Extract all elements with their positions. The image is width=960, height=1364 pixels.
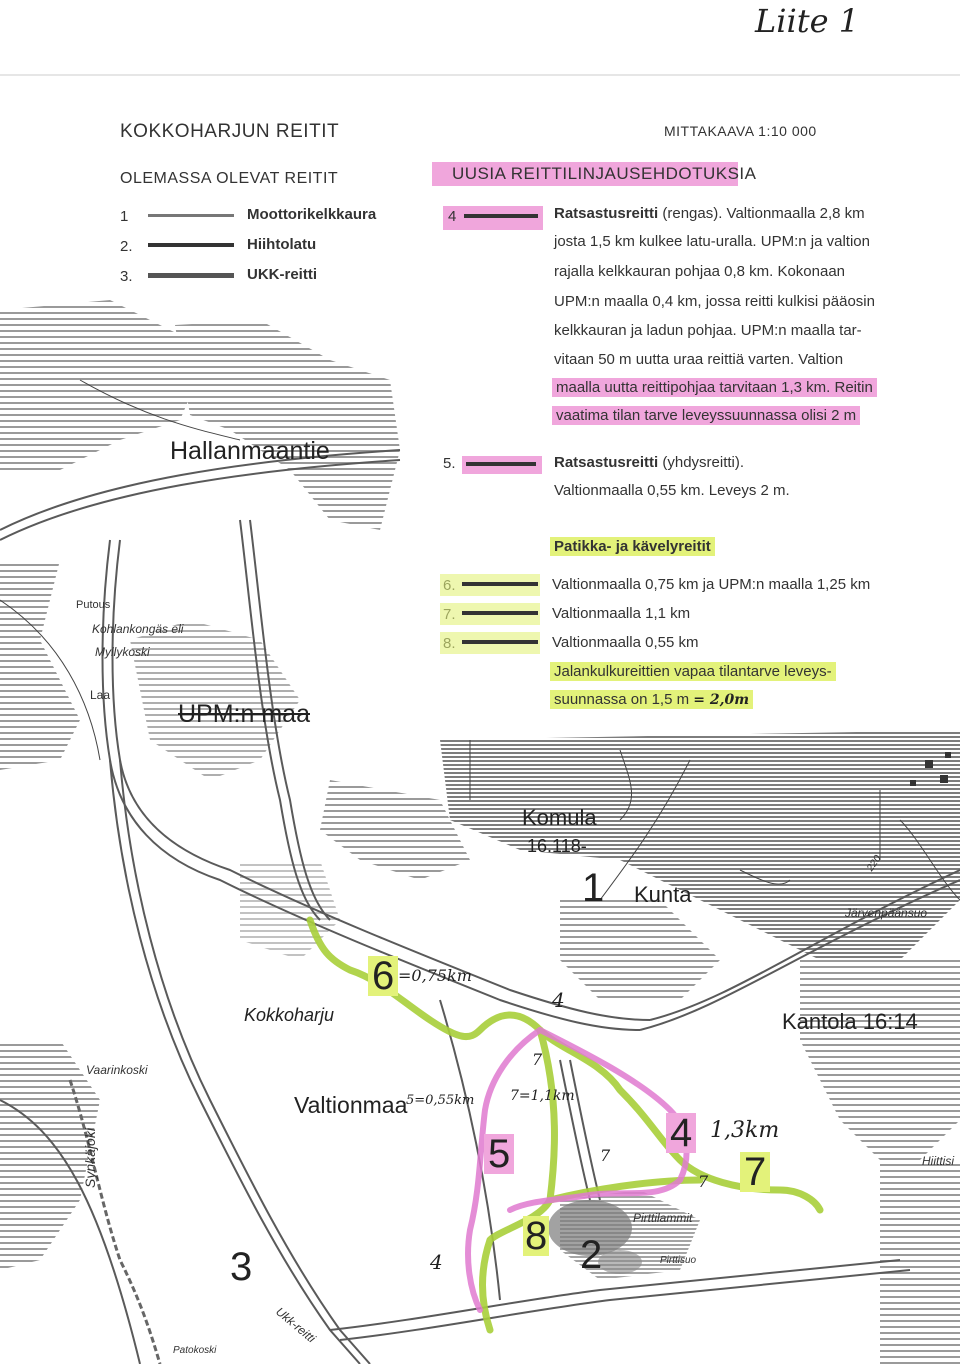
map-label-hiittisi: Hiittisi: [922, 1154, 954, 1168]
walking-note-handwritten: = 2,0m: [693, 692, 750, 708]
route-number-6: 6: [368, 956, 398, 996]
map-label-kongas: Kohlankongäs eli: [92, 622, 184, 636]
route-number-7: 7: [740, 1152, 770, 1192]
legend-line-sample: [148, 243, 234, 247]
map-label-putous: Putous: [76, 599, 111, 611]
route-5-line-1: Valtionmaalla 0,55 km. Leveys 2 m.: [554, 482, 790, 499]
route-4-line-5: vitaan 50 m uutta uraa reittiä varten. Valtion: [554, 351, 844, 368]
route-5-line-0: [554, 454, 744, 471]
handwritten-route-6-length: =0,75km: [398, 966, 472, 985]
walking-note-line-1: [550, 690, 753, 709]
handwritten-route-4-mark: 4: [552, 988, 565, 1012]
legend-label: Moottorikelkkaura: [247, 206, 377, 223]
map-label-vaarinkoski: Vaarinkoski: [86, 1063, 148, 1077]
map-label-hallanmaantie: Hallanmaantie: [170, 437, 330, 465]
map-label-ukk-reitti: Ukk-reitti: [273, 1304, 319, 1346]
handwritten-route-7-mark-b: 7: [600, 1146, 611, 1165]
map-scale: MITTAKAAVA 1:10 000: [664, 123, 817, 139]
route-number-1: 1: [582, 866, 605, 910]
handwritten-route-7-mark-c: 7: [698, 1172, 709, 1191]
map-label-pirttisuo: Pirttisuo: [660, 1255, 697, 1266]
route-4-line-1: josta 1,5 km kulkee latu-uralla. UPM:n ja valtion: [554, 233, 870, 250]
route-4-title: Ratsastusreitti: [554, 205, 659, 222]
route-4-line-7: vaatima tilan tarve leveyssuunnassa olisi 2 m: [552, 406, 860, 425]
route-4-swatch: [443, 206, 543, 230]
walking-note-line-0: Jalankulkureittien vapaa tilantarve leveys-: [550, 662, 836, 681]
route-4-line-6: maalla uutta reittipohjaa tarvitaan 1,3 km. Reitin: [552, 378, 877, 397]
map-label-220: 220: [865, 853, 884, 874]
walking-route-line-sample: [462, 640, 538, 644]
legend-label: Hiihtolatu: [247, 236, 317, 253]
walking-route-line-sample: [462, 582, 538, 586]
walking-note-text: suunnassa on 1,5 m: [554, 691, 690, 708]
handwritten-route-5-length: 5=0,55km: [406, 1093, 475, 1108]
map-label-patokoski: Patokoski: [173, 1345, 217, 1356]
walking-route-text: Valtionmaalla 0,55 km: [552, 634, 699, 651]
map-label-laa: Laa: [90, 688, 111, 702]
route-number-4: 4: [666, 1113, 696, 1153]
route-number-3: 3: [230, 1245, 253, 1289]
walking-route-text: Valtionmaalla 0,75 km ja UPM:n maalla 1,25 km: [552, 576, 871, 593]
map-label-kunta: Kunta: [634, 882, 692, 907]
route-4-text-0: (rengas). Valtionmaalla 2,8 km: [658, 205, 865, 222]
route-4-line-0: [554, 205, 865, 222]
map-label-komula-number: 16.118-: [527, 836, 587, 856]
walking-routes-heading: Patikka- ja kävelyreitit: [550, 537, 715, 556]
map-label-synkajoki: Synkäjoki: [81, 1128, 98, 1188]
map-label-valtionmaa: Valtionmaa: [294, 1092, 408, 1118]
route-4-num: 4: [448, 208, 457, 225]
legend-num: 2.: [120, 238, 133, 255]
map-label-pirttilammit: Pirttilammit: [633, 1211, 693, 1225]
handwritten-route-7-mark-a: 7: [532, 1050, 543, 1069]
route-5-text-0: (yhdysreitti).: [658, 454, 745, 471]
map-label-kantola: Kantola 16:14: [782, 1009, 918, 1034]
route-4-line-4: kelkkauran ja ladun pohjaa. UPM:n maalla tar-: [554, 322, 862, 339]
proposals-heading: UUSIA REITTILINJAUSEHDOTUKSIA: [432, 162, 738, 186]
map-label-upm-maa: UPM:n maa: [178, 700, 310, 728]
existing-routes-heading: OLEMASSA OLEVAT REITIT: [120, 170, 339, 187]
route-number-5: 5: [484, 1134, 514, 1174]
pond-2: [598, 1250, 642, 1274]
map-label-komula: Komula: [522, 805, 597, 830]
route-number-2: 2: [580, 1233, 603, 1277]
walking-route-text: Valtionmaalla 1,1 km: [552, 605, 691, 622]
handwritten-route-4-mark-b: 4: [430, 1250, 443, 1274]
legend-line-sample: [148, 273, 234, 278]
route-5-title: Ratsastusreitti: [554, 454, 659, 471]
route-4-line-2: rajalla kelkkauran pohjaa 0,8 km. Kokonaan: [554, 263, 846, 280]
route-number-8: 8: [525, 1214, 548, 1258]
legend-num: 1: [120, 208, 129, 225]
legend-line-sample: [148, 214, 234, 217]
map-label-myllykoski: Myllykoski: [95, 645, 150, 659]
map-title: KOKKOHARJUN REITIT: [120, 121, 340, 142]
map-label-kokkoharju: Kokkoharju: [244, 1005, 335, 1025]
handwritten-route-7-length: 7=1,1km: [510, 1088, 575, 1104]
map-label-jarvenpaansuo: Järvenpäänsuo: [845, 906, 928, 920]
handwritten-route-4-length: 1,3km: [710, 1118, 780, 1143]
walking-route-line-sample: [462, 611, 538, 615]
legend-num: 3.: [120, 268, 133, 285]
route-4-line-sample: [464, 214, 538, 218]
route-5-line-sample: [466, 462, 536, 466]
route-4-line-3: UPM:n maalla 0,4 km, jossa reitti kulkisi pääosin: [554, 293, 875, 310]
corner-note: Liite 1: [755, 2, 860, 40]
route-5-num: 5.: [443, 455, 456, 472]
legend-label: UKK-reitti: [247, 266, 317, 283]
